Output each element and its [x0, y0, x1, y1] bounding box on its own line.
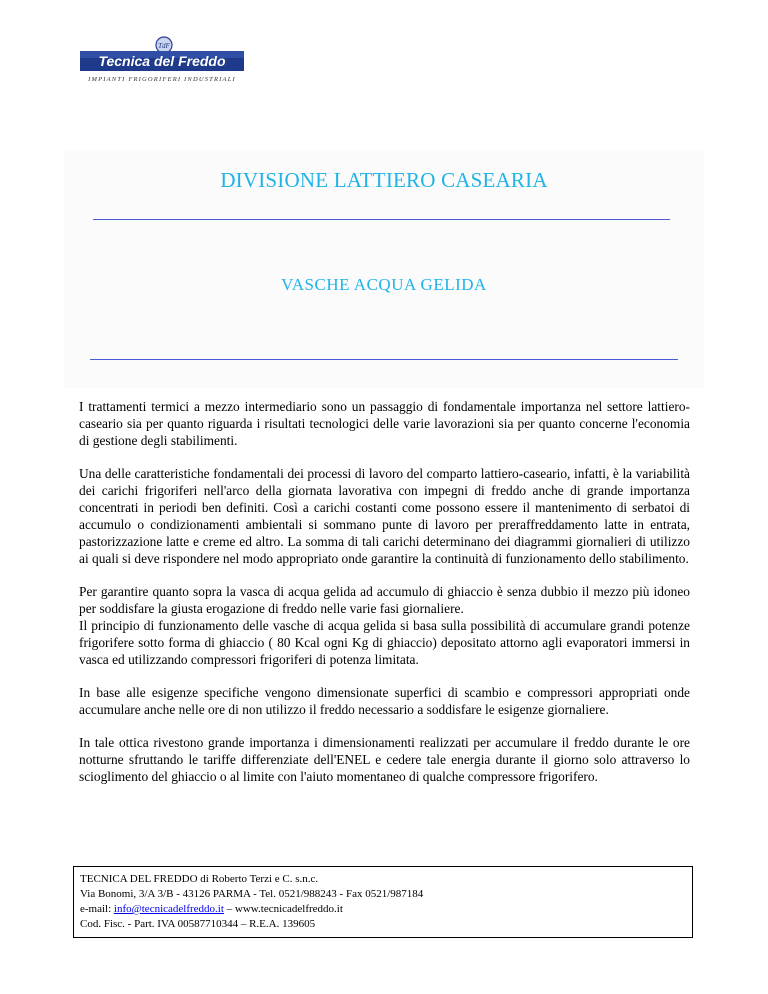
footer-email-label: e-mail:	[80, 903, 112, 915]
company-logo-graphic	[78, 36, 248, 96]
paragraph-2: Una delle caratteristiche fondamentali dei processi di lavoro del comparto lattiero-caseario, infatti, è la variabilità dei carichi frigoriferi nell'arco della giornata lavorativa con impegni di freddo anche di grande importanza concentrati in periodi ben definiti. Così a carichi costanti come possono essere il mantenimento di serbatoi di accumulo o condizionamenti ambientali si sommano punte di lavoro per preraffreddamento latte in entrata, pastorizzazione latte e creme ed altro. La somma di tali carichi determinano dei diagrammi giornalieri di utilizzo ai quali si deve rispondere nel modo appropriato onde garantire la continuità di funzionamento dello stabilimento.	[79, 466, 690, 566]
footer-address: Via Bonomi, 3/A 3/B - 43126 PARMA - Tel. 0521/988243 - Fax 0521/987184	[80, 888, 424, 900]
title-divider	[93, 219, 670, 220]
paragraph-3: Per garantire quanto sopra la vasca di acqua gelida ad accumulo di ghiaccio è senza dubbio il mezzo più idoneo per soddisfare la giusta erogazione di freddo nelle varie fasi giornaliere.	[79, 584, 690, 616]
svg-text:IMPIANTI FRIGORIFERI INDUSTRIA: IMPIANTI FRIGORIFERI INDUSTRIALI	[88, 76, 236, 83]
subtitle-divider	[90, 359, 678, 360]
footer-contacts	[80, 902, 686, 917]
footer-box	[73, 866, 693, 938]
footer-company: TECNICA DEL FREDDO di Roberto Terzi e C. s.n.c.	[80, 873, 319, 885]
footer-tax-info: Cod. Fisc. - Part. IVA 00587710344 – R.E.A. 139605	[80, 918, 316, 930]
svg-text:TdF: TdF	[158, 42, 170, 50]
company-logo	[78, 36, 248, 96]
footer-website: – www.tecnicadelfreddo.it	[226, 903, 343, 915]
paragraph-5: In base alle esigenze specifiche vengono dimensionate superfici di scambio e compressori appropriati onde accumulare anche nelle ore di non utilizzo il freddo necessario a soddisfare le esigenze giornaliere.	[79, 685, 690, 717]
paragraph-4: Il principio di funzionamento delle vasche di acqua gelida si basa sulla possibilità di accumulare grandi potenze frigorifere sotto forma di ghiaccio ( 80 Kcal ogni Kg di ghiaccio) depositato attorno agli evaporatori immersi in vasca ed utilizzando compressori frigoriferi di potenza limitata.	[79, 618, 690, 667]
svg-text:Tecnica del Freddo: Tecnica del Freddo	[98, 53, 226, 69]
email-link[interactable]: info@tecnicadelfreddo.it	[113, 903, 224, 915]
body-text	[79, 398, 690, 801]
paragraph-1: I trattamenti termici a mezzo intermediario sono un passaggio di fondamentale importanza nel settore lattiero-caseario sia per quanto riguarda i risultati tecnologici delle varie lavorazioni sia per quanto concerne l'economia di gestione degli stabilimenti.	[79, 399, 690, 448]
paragraph-6: In tale ottica rivestono grande importanza i dimensionamenti realizzati per accumulare il freddo durante le ore notturne sfruttando le tariffe differenziate dell'ENEL e cedere tale energia durante il giorno solo attraverso lo scioglimento del ghiaccio o al limite con l'aiuto momentaneo di qualche compressore frigorifero.	[79, 735, 690, 784]
page-title: DIVISIONE LATTIERO CASEARIA	[220, 168, 548, 192]
page-subtitle: VASCHE ACQUA GELIDA	[281, 275, 487, 294]
